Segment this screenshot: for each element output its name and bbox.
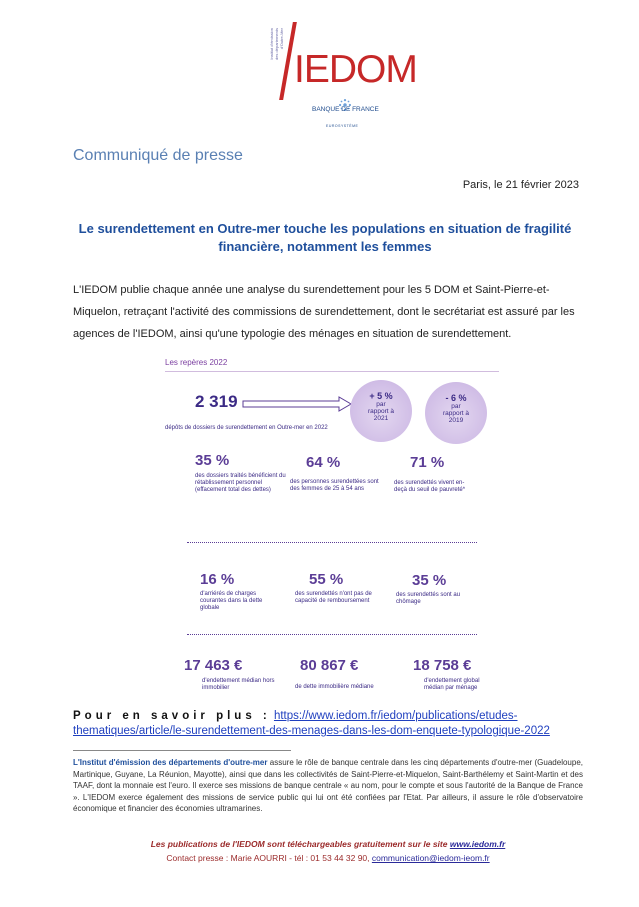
about-title: L'Institut d'émission des départements d'outre-mer [73, 758, 268, 767]
read-more [73, 709, 583, 739]
footnote-separator [73, 750, 291, 751]
stat-label: d'arriérés de charges courantes dans la dette globale [200, 591, 263, 611]
bubble-value: - 6 % [445, 393, 467, 403]
bubble-label: par [451, 403, 461, 410]
stat-label: des surendettés vivent en-deçà du seuil de pauvreté* [394, 480, 466, 493]
bubble-value: + 5 % [369, 391, 393, 401]
stat-label: des personnes surendettées sont des femmes de 25 à 54 ans [290, 479, 379, 492]
dotted-divider [187, 542, 477, 543]
bubble-vs-2019 [425, 382, 487, 444]
infographic-title: Les repères 2022 [165, 358, 228, 367]
report-link[interactable]: https://www.iedom.fr/iedom/publications/etudes-thematiques/article/le-surendettement-des-menages-dans-les-dom-enquete-typologique-2022 [73, 710, 550, 737]
read-more-label: Pour en savoir plus : [73, 710, 271, 722]
intro-paragraph: L'IEDOM publie chaque année une analyse du surendettement pour les 5 DOM et Saint-Pierre-et-Miquelon, retraçant l'activité des commissions de surendettement, dont le secrétariat est assuré par les agences de l'IEDOM, ainsi qu'une typologie des ménages en situation de surendettement. [73, 284, 575, 340]
main-label: dépôts de dossiers de surendettement en Outre-mer en 2022 [165, 425, 328, 431]
bubble-label: rapport à [367, 408, 395, 415]
release-date: Paris, le 21 février 2023 [462, 179, 579, 191]
press-release-label: Communiqué de presse [73, 147, 243, 164]
contact-text: Contact presse : Marie AOURRI - tél : 01 53 44 32 90, [166, 853, 372, 863]
logo-vertical-text: d'Outre-Mer [279, 28, 284, 50]
publications-text: Les publications de l'IEDOM sont téléchargeables gratuitement sur le site [150, 839, 450, 849]
logo-vertical-text: Institut d'émission [269, 28, 274, 60]
stat-value: 35 % [195, 452, 230, 469]
bubble-label: 2021 [373, 415, 389, 422]
stat-value: 55 % [309, 571, 344, 588]
headline: Le surendettement en Outre-mer touche les populations en situation de fragilité financière, notamment les femmes [78, 221, 572, 254]
stat-label: des surendettés n'ont pas de capacité de remboursement [295, 591, 372, 604]
stat-value: 64 % [306, 454, 341, 471]
about-iedom [73, 757, 583, 815]
stat-value: 80 867 € [300, 657, 359, 674]
about-text: assure le rôle de banque centrale dans les cinq départements d'outre-mer (Guadeloupe, Martinique, Guyane, La Réunion, Mayotte), ainsi que dans les collectivités de Saint-Pierre-et-Miquelon, Saint-Barthélemy et Saint-Martin et des TAAF, dont la monnaie est l'euro. Il exerce ses missions de banque centrale « au nom, pour le compte et sous l'autorité de la Banque de France ». L'IEDOM exerce également des missions de service public qui lui ont été confiées par l'Etat. Par ailleurs, il assure le rôle d'observatoire économique et financier des économies ultramarines. [73, 758, 583, 813]
arrow-right-icon [241, 396, 353, 412]
logo-vertical-text: des départements [274, 28, 279, 61]
main-value: 2 319 [195, 392, 238, 411]
stat-label: des dossiers traités bénéficient du rétablissement personnel (effacement total des dettes) [195, 473, 286, 493]
key-figures-infographic [162, 358, 500, 702]
logo-eurosystem: EUROSYSTÈME [326, 124, 359, 128]
contact-email-link[interactable]: communication@iedom-ieom.fr [371, 853, 490, 863]
bubble-vs-2021 [350, 380, 412, 442]
publications-note [73, 839, 583, 849]
stat-value: 16 % [200, 571, 235, 588]
press-contact [73, 853, 583, 863]
dotted-divider [187, 634, 477, 635]
logo-word: IEDOM [294, 48, 417, 91]
iedom-logo [256, 18, 417, 130]
stat-label: des surendettés sont au chômage [396, 592, 461, 605]
stat-value: 35 % [412, 572, 447, 589]
logo-subtitle: BANQUE DE FRANCE [312, 106, 379, 113]
divider [165, 371, 499, 372]
stat-label: d'endettement global médian par ménage [424, 678, 480, 691]
stat-value: 18 758 € [413, 657, 472, 674]
website-link[interactable]: www.iedom.fr [449, 839, 506, 849]
bubble-label: rapport à [442, 410, 470, 417]
bubble-label: 2019 [448, 417, 464, 424]
stat-value: 71 % [410, 454, 445, 471]
stat-label: d'endettement médian hors immobilier [202, 678, 275, 691]
bubble-label: par [376, 401, 386, 408]
stat-value: 17 463 € [184, 657, 243, 674]
stat-label: de dette immobilière médiane [295, 684, 374, 690]
